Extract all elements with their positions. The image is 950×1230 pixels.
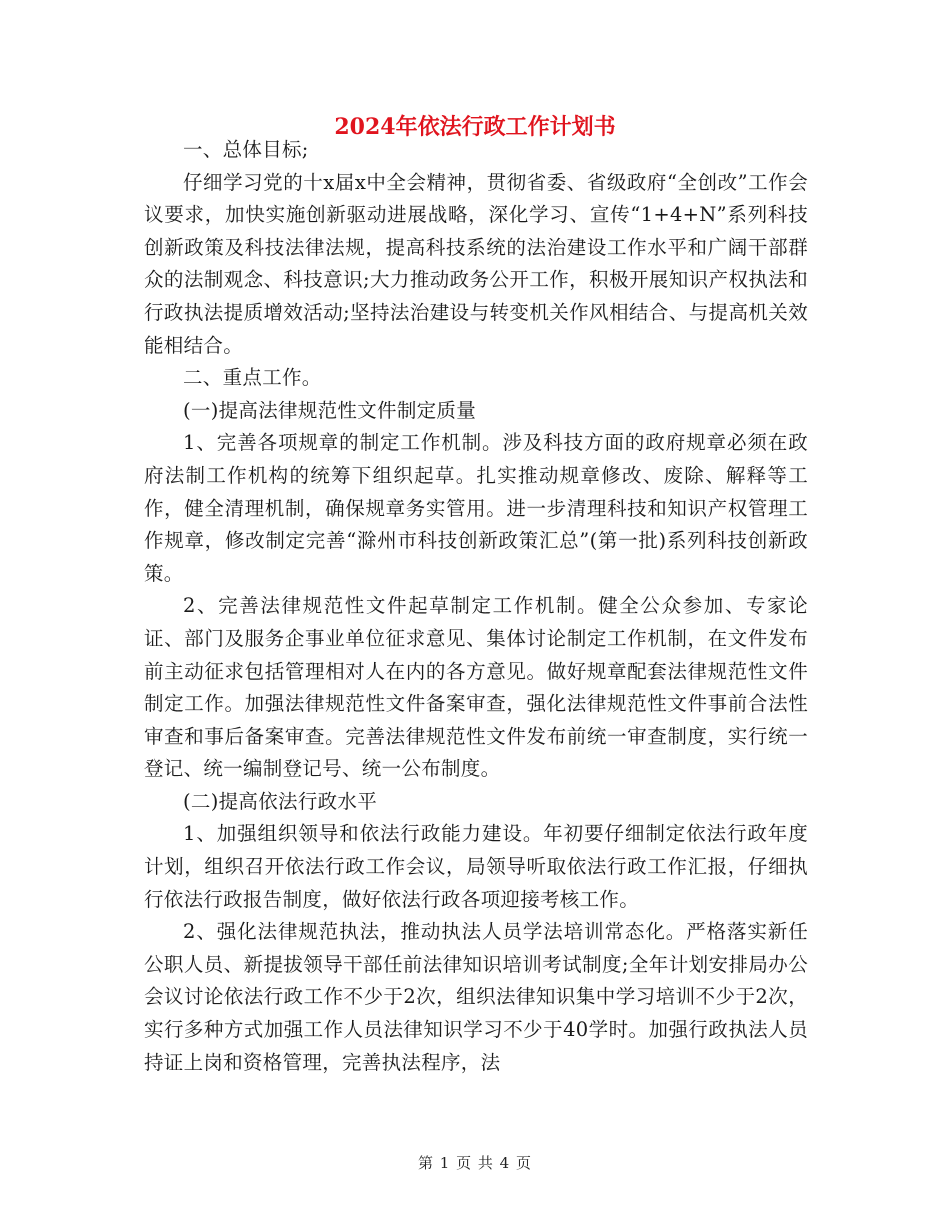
paragraph-key-work-heading: 二、重点工作。 bbox=[183, 366, 322, 390]
paragraph-section-2-heading: (二)提高依法行政水平 bbox=[183, 789, 378, 813]
paragraph-section-2-item-2: 2、强化法律规范执法，推动执法人员学法培训常态化。严格落实新任公职人员、新提拔领导干部任前法律知识培训考试制度;全年计划安排局办公会议讨论依法行政工作不少于2次，组织法律知识集中学习培训不少于2次，实行多种方式加强工作人员法律知识学习不少于40学时。加强行政执法人员持证上岗和资格管理，完善执法程序，法 bbox=[144, 920, 808, 1074]
paragraph-overall-goal-heading: 一、总体目标; bbox=[183, 138, 309, 161]
document-title: 2024年依法行政工作计划书 bbox=[334, 114, 616, 140]
paragraph-section-1-item-2: 2、完善法律规范性文件起草制定工作机制。健全公众参加、专家论证、部门及服务企事业单位征求意见、集体讨论制定工作机制，在文件发布前主动征求包括管理相对人在内的各方意见。做好规章配套法律规范性文件制定工作。加强法律规范性文件备案审查，强化法律规范性文件事前合法性审查和事后备案审查。完善法律规范性文件发布前统一审查制度，实行统一登记、统一编制登记号、统一公布制度。 bbox=[144, 594, 808, 781]
paragraph-section-1-item-1: 1、完善各项规章的制定工作机制。涉及科技方面的政府规章必须在政府法制工作机构的统筹下组织起草。扎实推动规章修改、废除、解释等工作，健全清理机制，确保规章务实管用。进一步清理科技和知识产权管理工作规章，修改制定完善“滁州市科技创新政策汇总”(第一批)系列科技创新政策。 bbox=[144, 431, 808, 585]
page-number-footer: 第 1 页 共 4 页 bbox=[418, 1154, 532, 1172]
paragraph-section-1-heading: (一)提高法律规范性文件制定质量 bbox=[183, 398, 477, 422]
paragraph-overall-goal: 仔细学习党的十x届x中全会精神，贯彻省委、省级政府“全创改”工作会议要求，加快实施创新驱动进展战略，深化学习、宣传“1+4+N”系列科技创新政策及科技法律法规，提高科技系统的法治建设工作水平和广阔干部群众的法制观念、科技意识;大力推动政务公开工作，积极开展知识产权执法和行政执法提质增效活动;坚持法治建设与转变机关作风相结合、与提高机关效能相结合。 bbox=[144, 170, 808, 357]
paragraph-section-2-item-1: 1、加强组织领导和依法行政能力建设。年初要仔细制定依法行政年度计划，组织召开依法行政工作会议，局领导听取依法行政工作汇报，仔细执行依法行政报告制度，做好依法行政各项迎接考核工作。 bbox=[144, 822, 808, 911]
document-body bbox=[144, 134, 808, 1079]
